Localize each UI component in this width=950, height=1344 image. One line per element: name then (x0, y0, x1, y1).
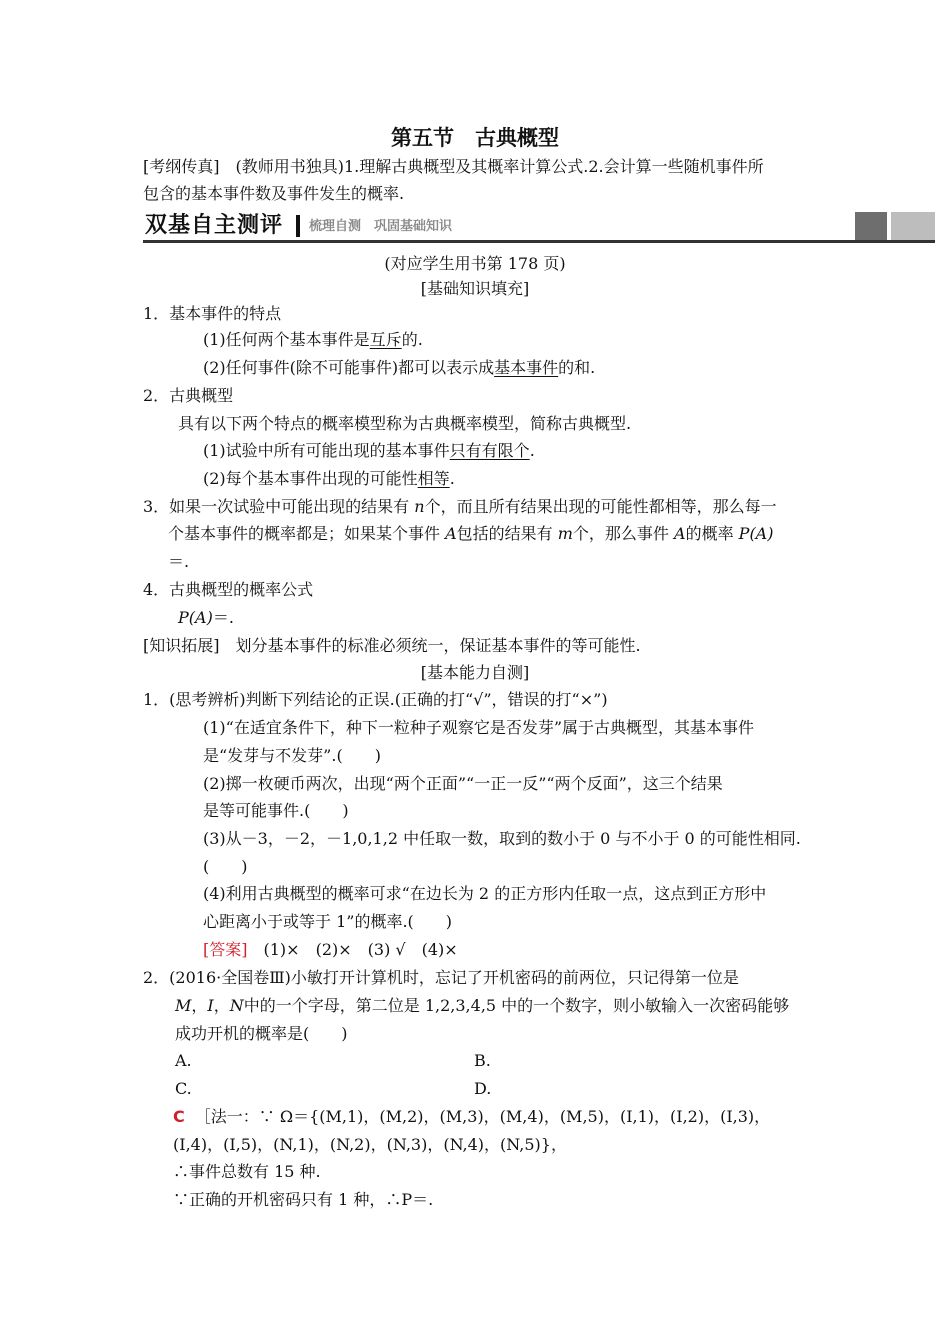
section-heading-knowledge: [基础知识填充] (420, 279, 530, 298)
item-4-heading: 4．古典概型的概率公式 (143, 580, 314, 599)
item-2-a-text: (1)试验中所有可能出现的基本事件 (203, 441, 450, 460)
item-1-heading: 1．基本事件的特点 (143, 304, 282, 323)
item-2-a (203, 441, 535, 461)
answer-label: [答案] (203, 940, 248, 959)
item-3-l2-a: 个基本事件的概率都是；如果某个事件 (168, 524, 446, 543)
item-2-b (203, 469, 455, 489)
item-2-b-answer: 相等 (417, 469, 450, 488)
question-2-line-2 (175, 996, 789, 1016)
item-1-a (203, 330, 423, 350)
banner-divider (296, 215, 300, 237)
option-B: B. (474, 1051, 491, 1070)
letter-I: I (207, 996, 214, 1015)
item-3-line-2 (168, 524, 773, 544)
item-3-l2-d: 的概率 (685, 524, 739, 543)
page-reference: (对应学生用书第 178 页) (384, 254, 566, 273)
item-1-b-text: (2)任何事件(除不可能事件)都可以表示成 (203, 358, 495, 377)
item-1-b-end: 的和. (558, 358, 596, 377)
solution-line-1 (173, 1107, 770, 1127)
question-2-line-2-rest: 中的一个字母，第二位是 1,2,3,4,5 中的一个数字，则小敏输入一次密码能够 (243, 996, 790, 1015)
option-D: D. (474, 1079, 492, 1098)
item-4-formula-PA: P(A) (178, 608, 213, 627)
item-2-b-text: (2)每个基本事件出现的可能性 (203, 469, 418, 488)
item-4-formula (178, 608, 234, 628)
question-1-item-2-line-1: (2)掷一枚硬币两次，出现“两个正面”“一正一反”“两个反面”，这三个结果 (203, 774, 723, 793)
item-1-a-text: (1)任何两个基本事件是 (203, 330, 370, 349)
syllabus-line-2: 包含的基本事件数及事件发生的概率. (143, 184, 405, 203)
letter-N: N (229, 996, 244, 1015)
solution-line-2: (I,4)，(I,5)，(N,1)，(N,2)，(N,3)，(N,4)，(N,5)}， (173, 1135, 567, 1154)
question-1-item-4-line-1: (4)利用古典概型的概率可求“在边长为 2 的正方形内任取一点，这点到正方形中 (203, 884, 767, 903)
item-1-a-end: 的. (401, 330, 423, 349)
item-2-b-end: . (449, 469, 455, 488)
comma-2: ， (213, 996, 230, 1015)
question-1-answer (203, 940, 458, 960)
banner-block-dark (855, 212, 887, 240)
page-title: 第五节 古典概型 (391, 126, 559, 150)
banner-subtitle: 梳理自测 巩固基础知识 (309, 219, 453, 234)
question-2-line-1: 2．(2016·全国卷Ⅲ)小敏打开计算机时，忘记了开机密码的前两位，只记得第一位是 (143, 968, 739, 987)
item-1-a-answer: 互斥 (369, 330, 402, 349)
solution-sample-space-1: ［法一：∵ Ω＝{(M,1)，(M,2)，(M,3)，(M,4)，(M,5)，(I,1)，(I,2)，(I,3)， (194, 1107, 771, 1126)
item-3-var-PA: P(A) (738, 524, 774, 543)
item-3-line-1 (143, 497, 777, 517)
question-1-item-3-line-2: ( ) (203, 857, 248, 876)
item-3-var-m: m (557, 524, 573, 543)
item-2-heading: 2．古典概型 (143, 386, 234, 405)
question-1-heading: 1．(思考辨析)判断下列结论的正误.(正确的打“√”，错误的打“×”) (143, 690, 608, 709)
solution-line-3: ∴事件总数有 15 种. (173, 1162, 321, 1181)
question-1-item-4-line-2: 心距离小于或等于 1”的概率.( ) (203, 912, 453, 931)
item-2-a-end: . (529, 441, 535, 460)
solution-line-4: ∵正确的开机密码只有 1 种，∴P＝. (173, 1190, 434, 1209)
banner-rule (143, 240, 935, 243)
item-3-var-A: A (445, 524, 457, 543)
item-3-var-A2: A (674, 524, 686, 543)
answer-values: (1)× (2)× (3) √ (4)× (247, 940, 458, 959)
item-3-var-n: n (414, 497, 425, 516)
item-3-l1-a: 3．如果一次试验中可能出现的结果有 (143, 497, 415, 516)
knowledge-extension: [知识拓展] 划分基本事件的标准必须统一，保证基本事件的等可能性. (143, 636, 641, 655)
item-1-b (203, 358, 595, 378)
question-1-item-2-line-2: 是等可能事件.( ) (203, 801, 349, 820)
item-3-l1-b: 个，而且所有结果出现的可能性都相等，那么每一 (424, 497, 777, 516)
letter-M: M (175, 996, 192, 1015)
item-1-b-answer: 基本事件 (494, 358, 559, 377)
item-2-description: 具有以下两个特点的概率模型称为古典概率模型，简称古典概型. (178, 414, 632, 433)
question-2-line-3: 成功开机的概率是( ) (175, 1024, 348, 1043)
item-4-formula-end: ＝. (212, 608, 234, 627)
item-2-a-answer: 只有有限个 (449, 441, 530, 460)
banner-title: 双基自主测评 (145, 213, 284, 238)
solution-answer-letter: C (173, 1107, 185, 1126)
banner-block-light (891, 212, 935, 240)
item-3-line-3: ＝. (168, 552, 190, 571)
question-1-item-1-line-2: 是“发芽与不发芽”.( ) (203, 746, 381, 765)
item-3-l2-c: 个，那么事件 (572, 524, 675, 543)
section-banner (143, 212, 935, 242)
item-3-l2-b: 包括的结果有 (456, 524, 558, 543)
option-C: C. (175, 1079, 192, 1098)
question-1-item-3-line-1: (3)从－3，－2，－1,0,1,2 中任取一数，取到的数小于 0 与不小于 0 的可能性相同. (203, 829, 801, 848)
question-1-item-1-line-1: (1)“在适宜条件下，种下一粒种子观察它是否发芽”属于古典概型，其基本事件 (203, 718, 755, 737)
comma-1: ， (191, 996, 208, 1015)
syllabus-line-1: [考纲传真] (教师用书独具)1.理解古典概型及其概率计算公式.2.会计算一些随机事件所 (143, 157, 764, 176)
section-heading-selftest: [基本能力自测] (420, 663, 530, 682)
option-A: A. (175, 1051, 192, 1070)
